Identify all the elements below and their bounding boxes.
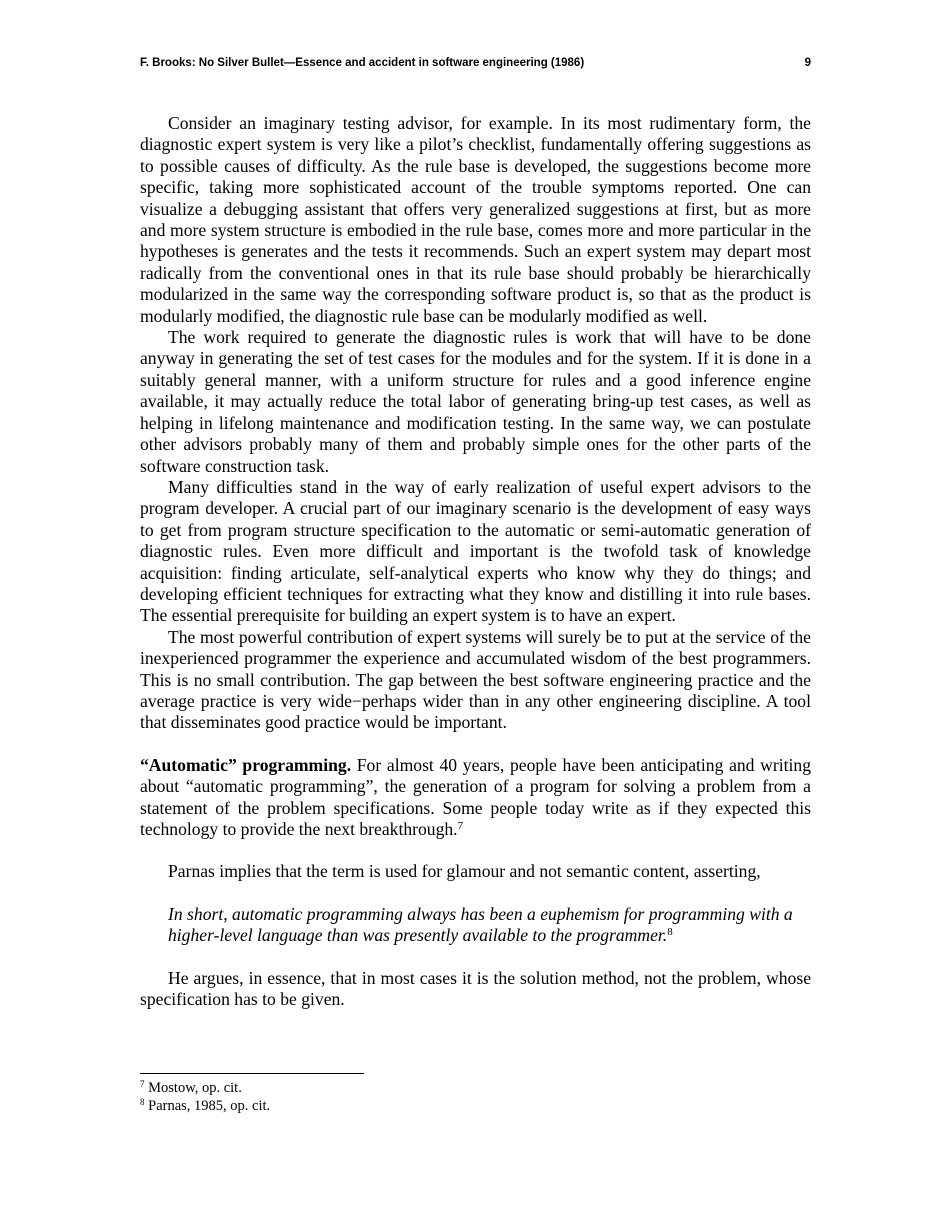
- footnote-number: 8: [140, 1096, 145, 1107]
- footnote-ref-7: 7: [457, 820, 464, 832]
- footnote-text: Parnas, 1985, op. cit.: [144, 1097, 271, 1114]
- footnote-divider: [140, 1073, 364, 1074]
- paragraph-contribution: The most powerful contribution of expert systems will surely be to put at the service of the inexperienced programmer the experience and accumulated wisdom of the best programmers. This is no small contribution. The gap between the best software engineering practice and the average practice is very wide−perhaps wider than in any other engineering discipline. A tool that disseminates good practice would be important.: [140, 626, 811, 733]
- paragraph-difficulties: Many difficulties stand in the way of early realization of useful expert advisors to the program developer. A crucial part of our imaginary scenario is the development of easy ways to get from program structure specification to the automatic or semi-automatic generation of diagnostic rules. Even more difficult and important is the twofold task of knowledge acquisition: finding articulate, self-analytical experts who know why they do things; and developing efficient techniques for extracting what they know and distilling it into rule bases. The essential prerequisite for building an expert system is to have an expert.: [140, 476, 811, 626]
- header-title: F. Brooks: No Silver Bullet—Essence and accident in software engineering (1986): [140, 57, 585, 69]
- footnote-8: [140, 1098, 270, 1116]
- body-text: [140, 113, 811, 1010]
- page-number: 9: [804, 57, 811, 69]
- paragraph-closing: He argues, in essence, that in most cases it is the solution method, not the problem, whose specification has to be given.: [140, 967, 811, 1010]
- footnote-ref-8: 8: [667, 926, 673, 939]
- paragraph-diagnostic-rules: The work required to generate the diagnostic rules is work that will have to be done anyway in generating the set of test cases for the modules and for the system. If it is done in a suitably general manner, with a uniform structure for rules and a good inference engine available, it may actually reduce the total labor of generating bring-up test cases, as well as helping in lifelong maintenance and modification testing. In the same way, we can postulate other advisors probably many of them and probably simple ones for the other parts of the software construction task.: [140, 327, 811, 476]
- section-automatic-programming: [140, 755, 811, 841]
- section-text: For almost 40 years, people have been anticipating and writing about “automatic programming”, the generation of a program for solving a problem from a statement of the problem specifications. Some people today write as if they expected this technology to provide the next breakthrough.: [140, 754, 811, 839]
- block-quote: [168, 904, 811, 947]
- footnote-number: 7: [140, 1079, 145, 1089]
- footnote-text: Mostow, op. cit.: [144, 1080, 242, 1096]
- paragraph-testing-advisor: Consider an imaginary testing advisor, for example. In its most rudimentary form, the diagnostic expert system is very like a pilot’s checklist, fundamentally offering suggestions as to possible causes of difficulty. As the rule base is developed, the suggestions become more specific, taking more sophisticated account of the trouble symptoms reported. One can visualize a debugging assistant that offers very generalized suggestions at first, but as more and more system structure is embodied in the rule base, comes more and more particular in the hypotheses is generates and the tests it recommends. Such an expert system may depart most radically from the conventional ones in that its rule base should probably be hierarchically modularized in the same way the corresponding software product is, so that as the product is modularly modified, the diagnostic rule base can be modularly modified as well.: [140, 113, 811, 326]
- parnas-intro: Parnas implies that the term is used for glamour and not semantic content, asserting,: [168, 861, 761, 882]
- quote-text: In short, automatic programming always has been a euphemism for programming with a higher-level language than was presently available to the programmer.: [168, 903, 793, 946]
- running-header: [140, 57, 811, 69]
- section-heading: “Automatic” programming.: [140, 754, 352, 775]
- footnote-7: [140, 1080, 270, 1098]
- footnotes: [140, 1080, 270, 1115]
